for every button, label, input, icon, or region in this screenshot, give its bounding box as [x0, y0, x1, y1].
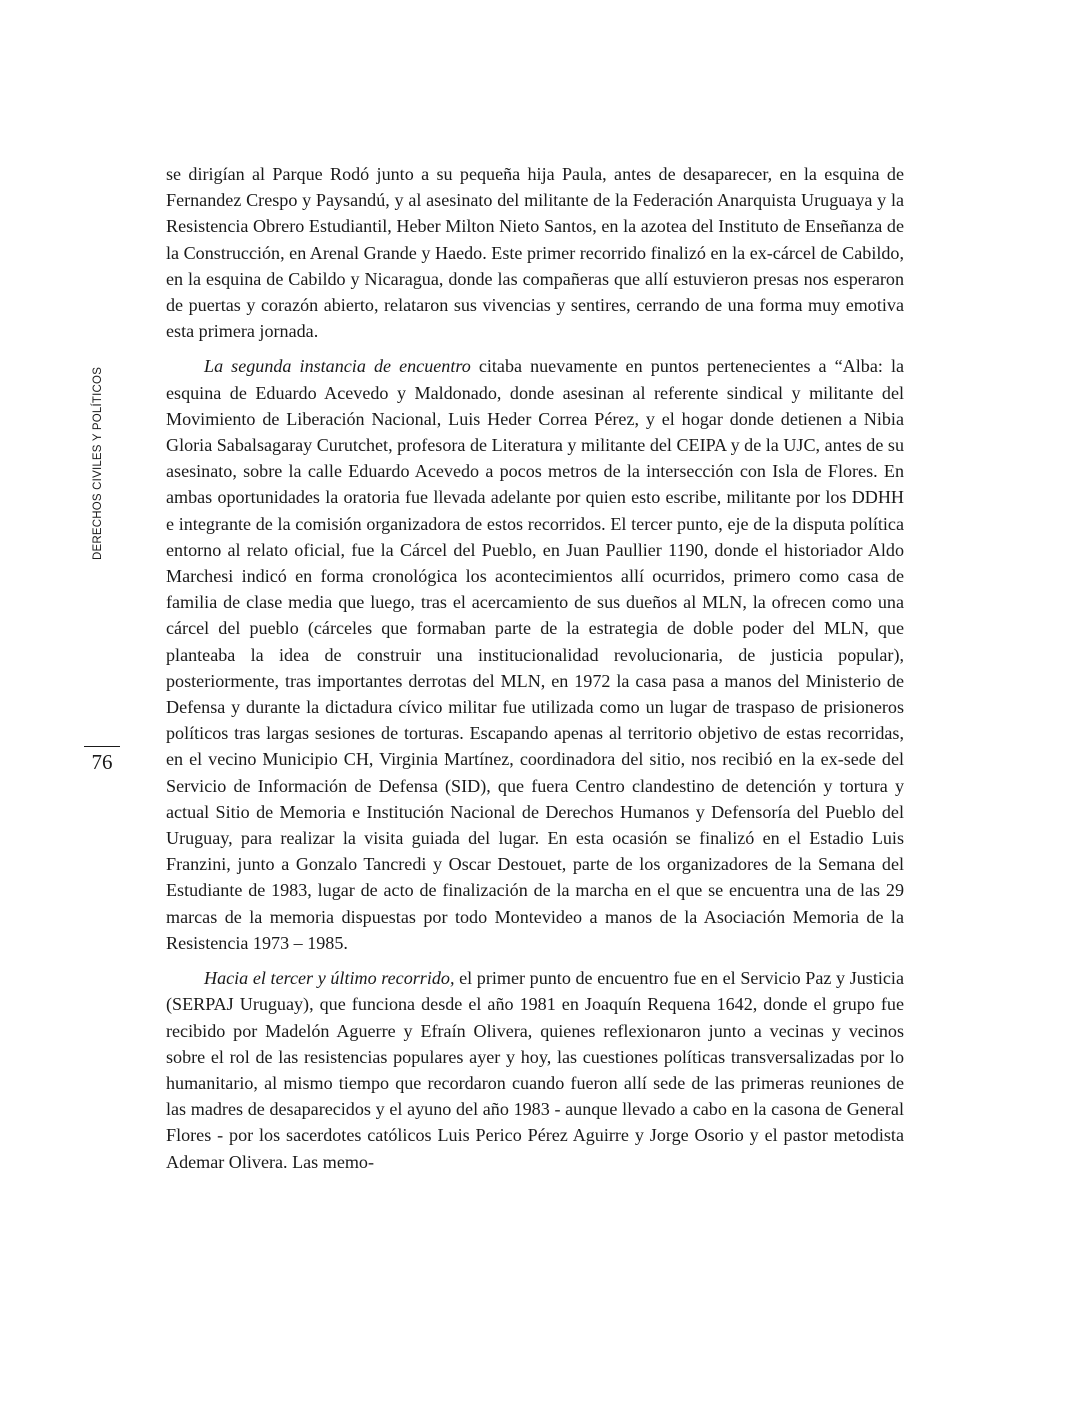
page-number: 76: [91, 750, 113, 774]
paragraph-3-text: el primer punto de encuentro fue en el Servicio Paz y Justicia (SERPAJ Uruguay), que funciona desde el año 1981 en Joaquín Requena 1642, donde el grupo fue recibido por Madelón Aguerre y Efraín Olivera, quienes reflexionaron junto a vecinas y vecinos sobre el rol de las resistencias populares ayer y hoy, las cuestiones políticas transversalizadas por lo humanitario, al mismo tiempo que recordaron cuando fueron allí sede de las primeras reuniones de las madres de desaparecidos y el ayuno del año 1983 - aunque llevado a cabo en la casona de General Flores - por los sacerdotes católicos Luis Perico Pérez Aguirre y Jorge Osorio y el pastor metodista Ademar Olivera. Las memo-: [166, 968, 904, 1172]
body-text: [166, 161, 904, 1184]
paragraph-3: [166, 965, 904, 1175]
running-head: DERECHOS CIVILES Y POLÍTICOS: [92, 366, 104, 560]
paragraph-1: [166, 161, 904, 344]
paragraph-2: [166, 353, 904, 956]
paragraph-3-lead: Hacia el tercer y último recorrido,: [204, 968, 455, 989]
paragraph-2-text: citaba nuevamente en puntos pertenecientes a “Alba: la esquina de Eduardo Acevedo y Maldonado, donde asesinan al referente sindical y militante del Movimiento de Liberación Nacional, Luis Heder Correa Pérez, y el hogar donde detienen a Nibia Gloria Sabalsagaray Curutchet, profesora de Literatura y militante del CEIPA y de la UJC, antes de su asesinato, sobre la calle Eduardo Acevedo a pocos metros de la intersección con Isla de Flores. En ambas oportunidades la oratoria fue llevada adelante por quien esto escribe, militante por los DDHH e integrante de la comisión organizadora de estos recorridos. El tercer punto, eje de la disputa política entorno al relato oficial, fue la Cárcel del Pueblo, en Juan Paullier 1190, donde el historiador Aldo Marchesi indicó en forma cronológica los acontecimientos allí ocurridos, primero como casa de familia de clase media que luego, tras el acercamiento de sus dueños al MLN, la ofrecen como una cárcel del pueblo (cárceles que formaban parte de la estrategia de doble poder del MLN, que planteaba la idea de construir una institucionalidad revolucionaria, de justicia popular), posteriormente, tras importantes derrotas del MLN, en 1972 la casa pasa a manos del Ministerio de Defensa y durante la dictadura cívico militar fue utilizada como un lugar de traspaso de prisioneros políticos tras largas sesiones de torturas. Escapando apenas al territorio objetivo de estas recorridas, en el vecino Municipio CH, Virginia Martínez, coordinadora del sitio, nos recibió en la ex-sede del Servicio de Información de Defensa (SID), que fuera Centro clandestino de detención y tortura y actual Sitio de Memoria e Institución Nacional de Derechos Humanos y Defensoría del Pueblo del Uruguay, para realizar la visita guiada del lugar. En esta ocasión se finalizó en el Estadio Luis Franzini, junto a Gonzalo Tancredi y Oscar Destouet, parte de los organizadores de la Semana del Estudiante de 1983, lugar de acto de finalización de la marcha en el que se encuentra una de las 29 marcas de la memoria dispuestas por todo Montevideo a manos de la Asociación Memoria de la Resistencia 1973 – 1985.: [166, 356, 904, 953]
paragraph-1-text: se dirigían al Parque Rodó junto a su pequeña hija Paula, antes de desaparecer, en la esquina de Fernandez Crespo y Paysandú, y al asesinato del militante de la Federación Anarquista Uruguaya y la Resistencia Obrero Estudiantil, Heber Milton Nieto Santos, en la azotea del Instituto de Enseñanza de la Construcción, en Arenal Grande y Haedo. Este primer recorrido finalizó en la ex-cárcel de Cabildo, en la esquina de Cabildo y Nicaragua, donde las compañeras que allí estuvieron presas nos esperaron de puertas y corazón abierto, relataron sus vivencias y sentires, cerrando de una forma muy emotiva esta primera jornada.: [166, 164, 904, 342]
paragraph-2-lead: La segunda instancia de encuentro: [204, 356, 471, 377]
page-number-rule: [84, 746, 120, 747]
